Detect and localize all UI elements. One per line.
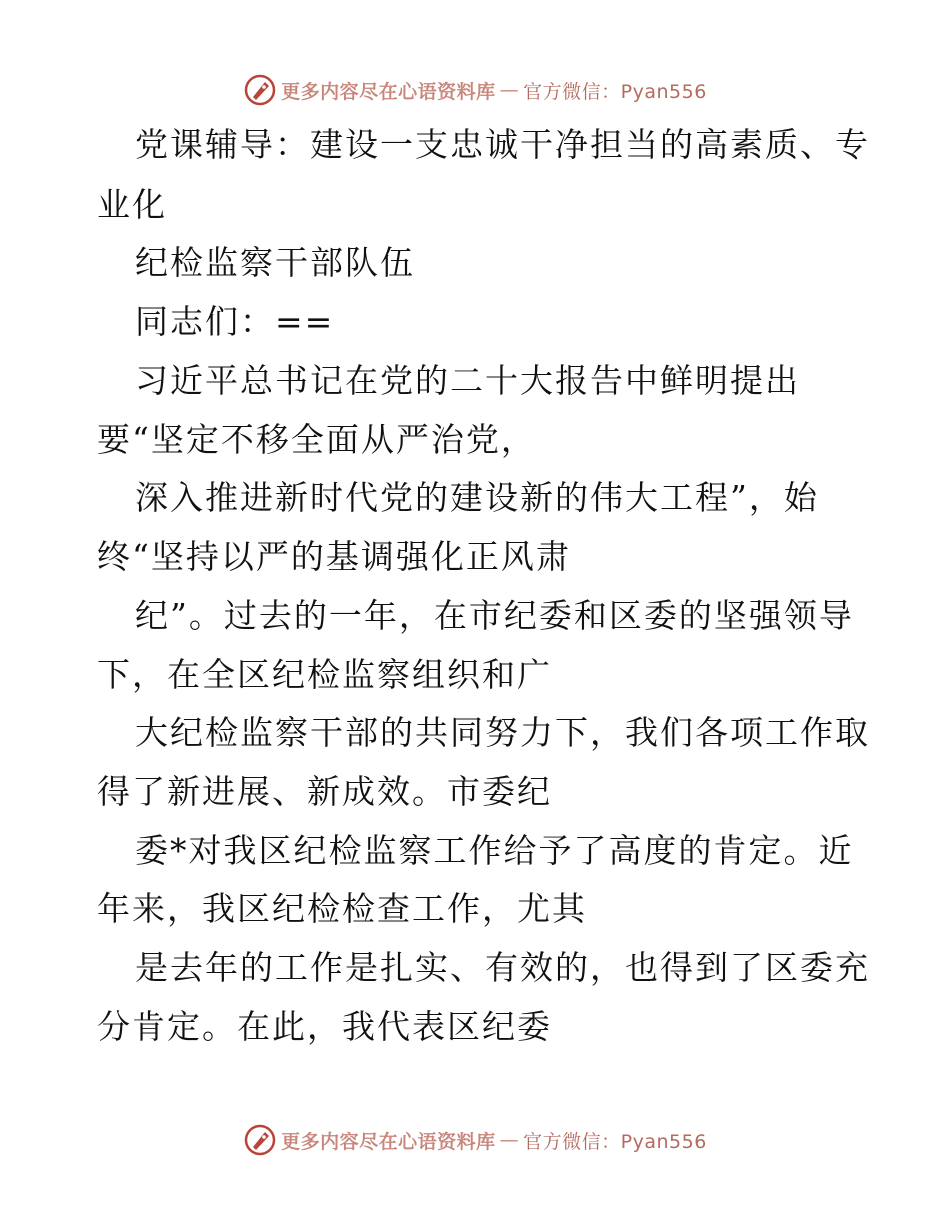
paragraph-line: 习近平总书记在党的二十大报告中鲜明提出	[135, 361, 800, 400]
header-watermark	[0, 70, 950, 110]
salutation-line: 同志们：==	[135, 302, 335, 341]
paragraph-line: 是去年的工作是扎实、有效的，也得到了区委充	[135, 948, 870, 987]
paragraph-line: 大纪检监察干部的共同努力下，我们各项工作取	[135, 713, 870, 752]
pen-nib-logo-icon	[243, 1123, 277, 1157]
document-title-line-3: 纪检监察干部队伍	[135, 243, 415, 282]
paragraph-line: 分肯定。在此，我代表区纪委	[97, 1007, 552, 1046]
pen-nib-logo-icon	[243, 73, 277, 107]
watermark-wechat-text: 官方微信：Pyan556	[523, 1130, 707, 1153]
paragraph-line: 委*对我区纪检监察工作给予了高度的肯定。近	[135, 831, 854, 870]
paragraph-line: 下，在全区纪检监察组织和广	[97, 655, 552, 694]
watermark-wechat-text: 官方微信：Pyan556	[523, 80, 707, 103]
paragraph-line: 得了新进展、新成效。市委纪	[97, 772, 552, 811]
watermark-separator: —	[499, 1129, 520, 1151]
paragraph-line: 深入推进新时代党的建设新的伟大工程”，始	[135, 478, 819, 517]
watermark-main-text: 更多内容尽在心语资料库	[281, 1130, 496, 1153]
footer-watermark	[0, 1120, 950, 1160]
document-title-line-1: 党课辅导：建设一支忠诚干净担当的高素质、专	[135, 125, 870, 164]
paragraph-line: 纪”。过去的一年，在市纪委和区委的坚强领导	[135, 596, 854, 635]
watermark-main-text: 更多内容尽在心语资料库	[281, 80, 496, 103]
paragraph-line: 要“坚定不移全面从严治党，	[97, 420, 536, 459]
paragraph-line: 年来，我区纪检检查工作，尤其	[97, 889, 587, 928]
document-title-line-2: 业化	[97, 185, 167, 224]
paragraph-line: 终“坚持以严的基调强化正风肃	[97, 537, 571, 576]
watermark-separator: —	[499, 79, 520, 101]
